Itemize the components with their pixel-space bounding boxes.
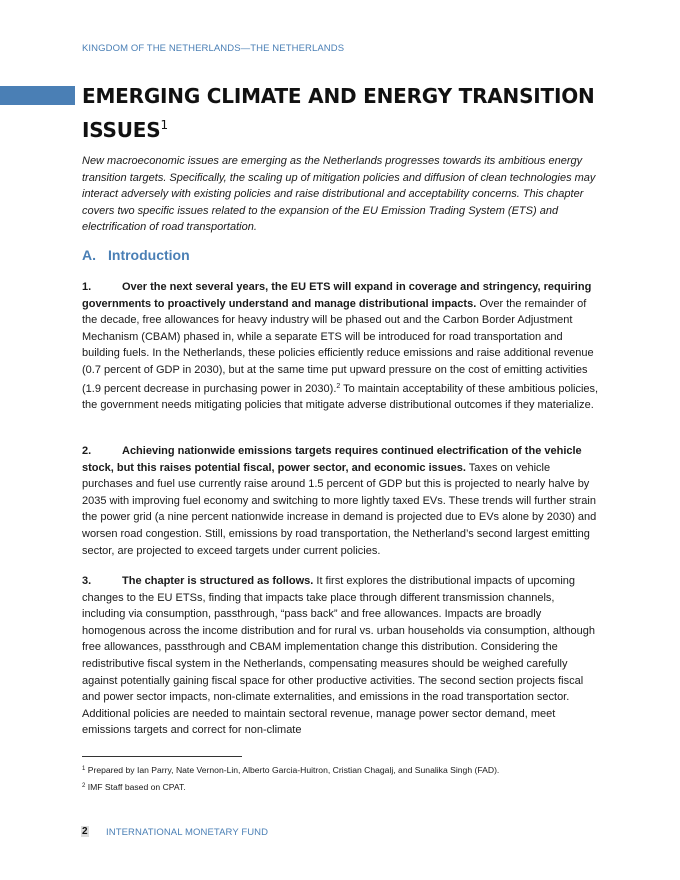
footnote-divider <box>82 756 242 757</box>
paragraph-lead: Achieving nationwide emissions targets requires continued electrification of the vehicle stock, but this raises potential fiscal, power sector, and economic issues. <box>82 445 582 474</box>
paragraph-body-continued: To maintain acceptability of these ambitious policies, the government needs mitigating policies that mitigate adverse distributional outcomes if they materialize. <box>82 382 599 412</box>
title-footnote-ref[interactable]: 1 <box>160 118 168 132</box>
footnote-text: IMF Staff based on CPAT. <box>87 782 186 792</box>
title-accent-bar <box>0 86 75 105</box>
paragraph-body: It first explores the distributional impacts of upcoming changes to the EU ETSs, finding that impacts take place through different transmission channels, including via consumption, passthrough, “pass back” and free allowances. Impacts are broadly homogenous across the income distribution and for rural vs. urban households via consumption, although free allowances, passthrough and CBAM implementation change this distribution. Considering the redistributive fiscal system in the Netherlands, compensating measures should be weighed carefully against potentially gaining fiscal space for other productive activities. The second section projects fiscal and power sector impacts, non-climate externalities, and emissions in the road transportation sector. Additional policies are needed to maintain sectoral revenue, manage power sector demand, meet emissions targets and correct for non-climate <box>82 575 596 737</box>
footnote-2 <box>82 780 186 793</box>
section-title: Introduction <box>108 247 190 263</box>
footnote-ref-2[interactable]: 2 <box>336 382 341 390</box>
paragraph-number: 2. <box>82 445 92 457</box>
chapter-title <box>82 82 602 145</box>
chapter-abstract: New macroeconomic issues are emerging as the Netherlands progresses towards its ambitious energy transition targets. Specifically, the scaling up of mitigation policies and diffusion of clean technologies may interact adversely with existing policies and raise distributional and acceptability concerns. This chapter covers two specific issues related to the expansion of the EU Emission Trading System (ETS) and electrification of road transportation. <box>82 155 596 234</box>
paragraph-1 <box>82 279 600 414</box>
footnote-1 <box>82 763 499 776</box>
page-number: 2 <box>82 826 88 837</box>
section-heading <box>82 247 190 263</box>
footnote-text: Prepared by Ian Parry, Nate Vernon-Lin, Alberto Garcia-Huitron, Cristian Chagalj, and Sunalika Singh (FAD). <box>87 765 500 775</box>
section-letter: A. <box>82 247 96 263</box>
paragraph-body: Over the remainder of the decade, free allowances for heavy industry will be phased out and the Carbon Border Adjustment Mechanism (CBAM) phased in, while a separate ETS will be introduced for road transportation and building fuels. In the Netherlands, these policies efficiently reduce emissions and raise additional revenue (0.7 percent of GDP in 2030), but at the same time put upward pressure on the cost of emitting activities (1.9 percent decrease in purchasing power in 2030). <box>82 297 594 395</box>
paragraph-number: 3. <box>82 575 92 587</box>
chapter-title-text: EMERGING CLIMATE AND ENERGY TRANSITION ISSUES <box>82 84 595 142</box>
paragraph-body: Taxes on vehicle purchases and fuel use currently raise around 1.5 percent of GDP but this is projected to nearly halve by 2035 with improving fuel economy and switching to more lightly taxed EVs. These trends will further strain the power grid (a nine percent nationwide increase in demand is projected due to EVs alone by 2030) and worsen road congestion. Still, emissions by road transportation, the Netherland’s second largest emitting sector, are projected to exceed targets under current policies. <box>82 461 597 557</box>
footnote-marker: 2 <box>82 783 86 789</box>
footer-label: INTERNATIONAL MONETARY FUND <box>106 827 269 838</box>
paragraph-number: 1. <box>82 281 92 293</box>
paragraph-lead: Over the next several years, the EU ETS will expand in coverage and stringency, requiring governments to proactively understand and manage distributional impacts. <box>82 281 592 310</box>
paragraph-lead: The chapter is structured as follows. <box>122 575 314 587</box>
paragraph-2 <box>82 443 600 559</box>
footnote-marker: 1 <box>82 766 86 772</box>
running-head: KINGDOM OF THE NETHERLANDS—THE NETHERLANDS <box>82 43 345 54</box>
paragraph-3 <box>82 573 600 739</box>
